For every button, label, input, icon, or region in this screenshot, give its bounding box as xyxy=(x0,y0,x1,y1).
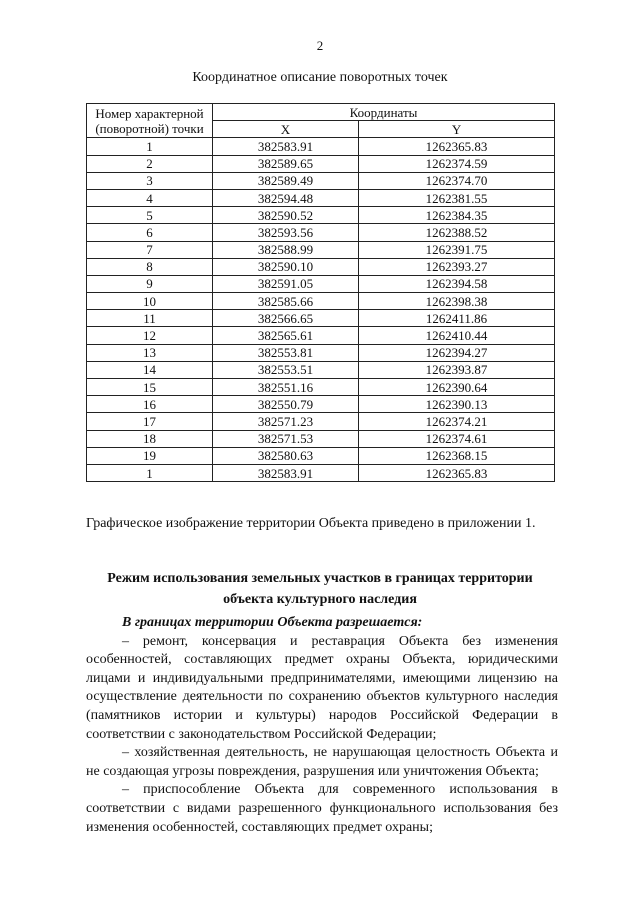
table-row xyxy=(87,396,555,413)
point-number-cell: 10 xyxy=(87,293,213,310)
table-row xyxy=(87,241,555,258)
y-coordinate-cell: 1262365.83 xyxy=(359,464,555,481)
table-row xyxy=(87,207,555,224)
point-number-cell: 12 xyxy=(87,327,213,344)
allowed-item-restoration: – ремонт, консервация и реставрация Объекта без изменения особенностей, составляющих предмет охраны Объекта, юридическими лицами и индивидуальными предпринимателями, имеющими лицензию на осуществление деятельности по сохранению объектов культурного наследия (памятников истории и культуры) народов Российской Федерации в соответствии с законодательством Российской Федерации; xyxy=(86,633,558,742)
point-number-cell: 1 xyxy=(87,138,213,155)
x-coordinate-cell: 382553.51 xyxy=(213,361,359,378)
table-row xyxy=(87,275,555,292)
table-row xyxy=(87,327,555,344)
table-row xyxy=(87,447,555,464)
point-number-cell: 13 xyxy=(87,344,213,361)
point-number-cell: 17 xyxy=(87,413,213,430)
y-coordinate-cell: 1262365.83 xyxy=(359,138,555,155)
x-coordinate-cell: 382589.65 xyxy=(213,155,359,172)
page-number: 2 xyxy=(316,38,324,53)
header-x: X xyxy=(213,121,359,138)
x-coordinate-cell: 382591.05 xyxy=(213,275,359,292)
section-heading-line2: объекта культурного наследия xyxy=(223,592,417,607)
x-coordinate-cell: 382553.81 xyxy=(213,344,359,361)
y-coordinate-cell: 1262381.55 xyxy=(359,189,555,206)
y-coordinate-cell: 1262374.70 xyxy=(359,172,555,189)
y-coordinate-cell: 1262388.52 xyxy=(359,224,555,241)
table-row xyxy=(87,344,555,361)
point-number-cell: 15 xyxy=(87,379,213,396)
y-coordinate-cell: 1262374.21 xyxy=(359,413,555,430)
header-coordinates: Координаты xyxy=(213,104,555,121)
allowed-title: В границах территории Объекта разрешается: xyxy=(122,615,423,630)
table-row xyxy=(87,224,555,241)
y-coordinate-cell: 1262394.27 xyxy=(359,344,555,361)
point-number-cell: 5 xyxy=(87,207,213,224)
x-coordinate-cell: 382589.49 xyxy=(213,172,359,189)
table-row xyxy=(87,258,555,275)
point-number-cell: 19 xyxy=(87,447,213,464)
table-row xyxy=(87,361,555,378)
point-number-cell: 18 xyxy=(87,430,213,447)
point-number-cell: 7 xyxy=(87,241,213,258)
point-number-cell: 8 xyxy=(87,258,213,275)
y-coordinate-cell: 1262390.13 xyxy=(359,396,555,413)
x-coordinate-cell: 382571.23 xyxy=(213,413,359,430)
point-number-cell: 14 xyxy=(87,361,213,378)
table-row xyxy=(87,138,555,155)
y-coordinate-cell: 1262398.38 xyxy=(359,293,555,310)
y-coordinate-cell: 1262374.59 xyxy=(359,155,555,172)
point-number-cell: 6 xyxy=(87,224,213,241)
x-coordinate-cell: 382593.56 xyxy=(213,224,359,241)
table-row xyxy=(87,413,555,430)
point-number-cell: 16 xyxy=(87,396,213,413)
coordinates-table xyxy=(86,103,555,482)
point-number-cell: 9 xyxy=(87,275,213,292)
y-coordinate-cell: 1262410.44 xyxy=(359,327,555,344)
x-coordinate-cell: 382550.79 xyxy=(213,396,359,413)
x-coordinate-cell: 382590.52 xyxy=(213,207,359,224)
allowed-item-adaptation: – приспособление Объекта для современного использования в соответствии с видами разрешенного функционального использования без изменения особенностей, составляющих предмет охраны; xyxy=(86,782,558,835)
appendix-note: Графическое изображение территории Объекта приведено в приложении 1. xyxy=(86,516,536,531)
table-title: Координатное описание поворотных точек xyxy=(192,70,448,85)
table-row xyxy=(87,310,555,327)
x-coordinate-cell: 382583.91 xyxy=(213,138,359,155)
section-heading-line1: Режим использования земельных участков в границах территории xyxy=(107,571,533,586)
allowed-item-economic-activity: – хозяйственная деятельность, не нарушающая целостность Объекта и не создающая угрозы повреждения, разрушения или уничтожения Объекта; xyxy=(86,745,558,779)
table-row xyxy=(87,464,555,481)
x-coordinate-cell: 382565.61 xyxy=(213,327,359,344)
coordinates-table-body xyxy=(87,138,555,482)
point-number-cell: 2 xyxy=(87,155,213,172)
x-coordinate-cell: 382594.48 xyxy=(213,189,359,206)
x-coordinate-cell: 382571.53 xyxy=(213,430,359,447)
y-coordinate-cell: 1262384.35 xyxy=(359,207,555,224)
table-row xyxy=(87,430,555,447)
y-coordinate-cell: 1262368.15 xyxy=(359,447,555,464)
y-coordinate-cell: 1262390.64 xyxy=(359,379,555,396)
table-row xyxy=(87,293,555,310)
table-row xyxy=(87,155,555,172)
point-number-cell: 3 xyxy=(87,172,213,189)
x-coordinate-cell: 382585.66 xyxy=(213,293,359,310)
x-coordinate-cell: 382551.16 xyxy=(213,379,359,396)
y-coordinate-cell: 1262374.61 xyxy=(359,430,555,447)
y-coordinate-cell: 1262411.86 xyxy=(359,310,555,327)
y-coordinate-cell: 1262391.75 xyxy=(359,241,555,258)
y-coordinate-cell: 1262393.87 xyxy=(359,361,555,378)
x-coordinate-cell: 382590.10 xyxy=(213,258,359,275)
table-row xyxy=(87,172,555,189)
y-coordinate-cell: 1262393.27 xyxy=(359,258,555,275)
y-coordinate-cell: 1262394.58 xyxy=(359,275,555,292)
x-coordinate-cell: 382580.63 xyxy=(213,447,359,464)
point-number-cell: 11 xyxy=(87,310,213,327)
table-row xyxy=(87,189,555,206)
x-coordinate-cell: 382583.91 xyxy=(213,464,359,481)
section-heading xyxy=(86,568,554,610)
header-point-number: Номер характерной (поворотной) точки xyxy=(87,104,213,138)
allowed-uses-text xyxy=(86,614,558,837)
x-coordinate-cell: 382588.99 xyxy=(213,241,359,258)
x-coordinate-cell: 382566.65 xyxy=(213,310,359,327)
point-number-cell: 1 xyxy=(87,464,213,481)
header-y: Y xyxy=(359,121,555,138)
table-row xyxy=(87,379,555,396)
point-number-cell: 4 xyxy=(87,189,213,206)
